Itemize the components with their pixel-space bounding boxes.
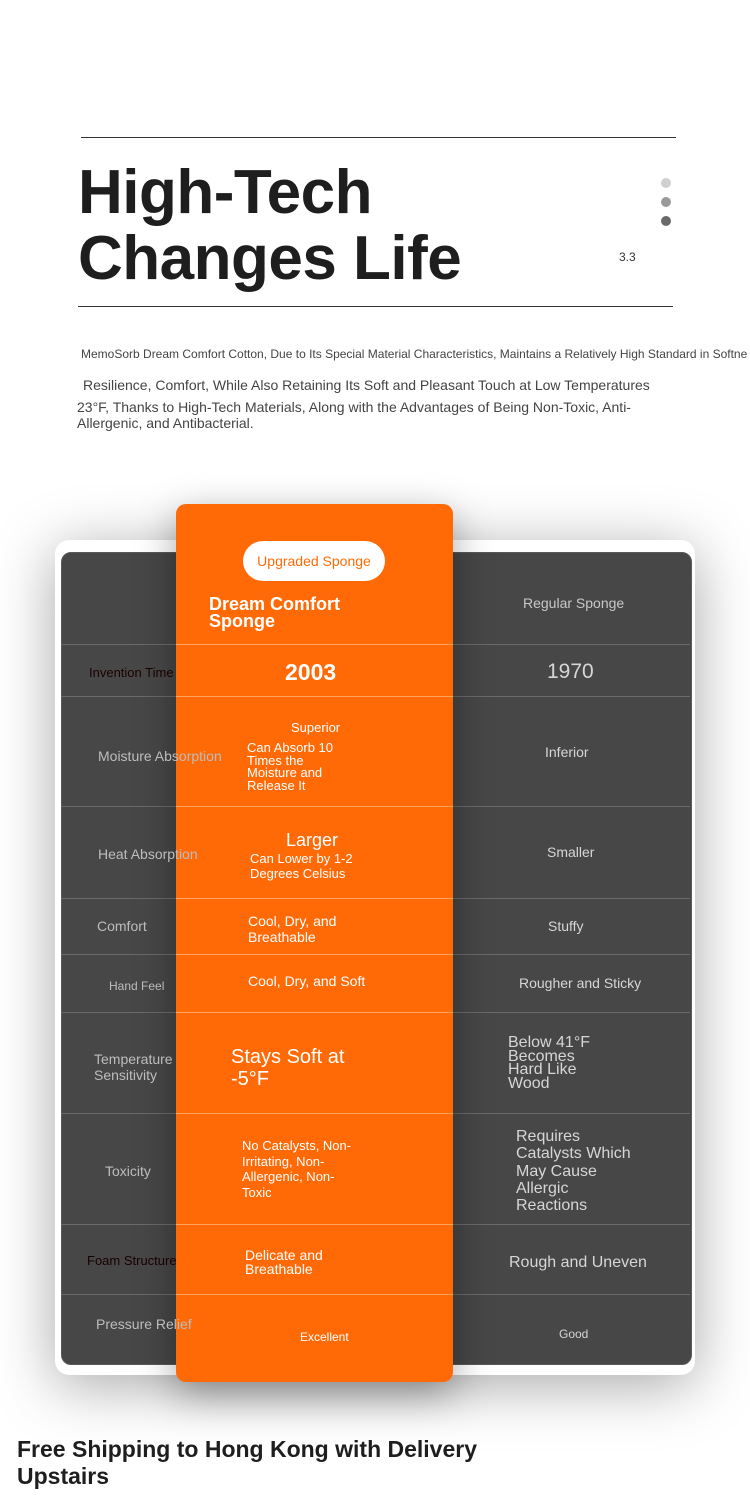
version-label: 3.3 xyxy=(619,250,636,264)
highlight-divider xyxy=(176,1224,453,1225)
row-label-temperature-sensitivity: Temperature Sensitivity xyxy=(94,1051,173,1083)
highlight-divider xyxy=(176,1113,453,1114)
highlight-divider xyxy=(176,1012,453,1013)
description-block xyxy=(77,377,677,431)
shipping-banner: Free Shipping to Hong Kong with Delivery Upstairs xyxy=(17,1436,478,1489)
product-pressure-relief: Excellent xyxy=(300,1330,349,1344)
highlight-divider xyxy=(176,898,453,899)
product-moisture-detail: Can Absorb 10 Times the Moisture and Release It xyxy=(247,740,334,793)
product-comfort: Cool, Dry, and Breathable xyxy=(248,913,337,945)
product-foam-structure: Delicate and Breathable xyxy=(245,1247,323,1277)
bottom-divider xyxy=(78,306,673,307)
product-hand-feel: Cool, Dry, and Soft xyxy=(248,973,366,989)
product-name: Dream Comfort Sponge xyxy=(209,594,341,631)
regular-heat: Smaller xyxy=(547,844,595,860)
top-divider xyxy=(81,137,676,138)
highlight-divider xyxy=(176,696,453,697)
description-line-1: MemoSorb Dream Comfort Cotton, Due to Its Special Material Characteristics, Maintains a Relatively High Standard in Softne xyxy=(81,347,748,361)
product-invention-time: 2003 xyxy=(285,659,337,685)
product-heat-main: Larger xyxy=(286,830,339,850)
competitor-name: Regular Sponge xyxy=(523,595,625,611)
regular-pressure-relief: Good xyxy=(559,1327,589,1341)
row-label-pressure-relief: Pressure Relief xyxy=(96,1316,192,1332)
upgraded-sponge-badge: Upgraded Sponge xyxy=(243,541,385,581)
product-temperature: Stays Soft at -5°F xyxy=(231,1046,345,1090)
regular-foam-structure: Rough and Uneven xyxy=(509,1254,647,1271)
more-dots-icon[interactable] xyxy=(661,178,673,235)
product-heat-detail: Can Lower by 1-2 Degrees Celsius xyxy=(250,851,353,881)
regular-hand-feel: Rougher and Sticky xyxy=(519,975,642,991)
description-line-3: 23°F, Thanks to High-Tech Materials, Along with the Advantages of Being Non-Toxic, Anti-Allergenic, and Antibacterial. xyxy=(77,399,631,431)
regular-toxicity: Requires Catalysts Which May Cause Allergic Reactions xyxy=(516,1128,631,1215)
row-label-hand-feel: Hand Feel xyxy=(109,979,165,993)
regular-moisture: Inferior xyxy=(545,744,589,760)
row-label-heat-absorption: Heat Absorption xyxy=(98,846,198,862)
highlight-divider xyxy=(176,1294,453,1295)
row-label-invention-time: Invention Time xyxy=(89,665,174,680)
row-label-comfort: Comfort xyxy=(97,918,147,934)
highlight-divider xyxy=(176,954,453,955)
regular-comfort: Stuffy xyxy=(548,918,584,934)
highlight-divider xyxy=(176,644,453,645)
product-toxicity: No Catalysts, Non-Irritating, Non-Allergenic, Non-Toxic xyxy=(242,1138,352,1200)
row-label-moisture-absorption: Moisture Absorption xyxy=(98,748,222,764)
description-line-2: Resilience, Comfort, While Also Retaining Its Soft and Pleasant Touch at Low Temperatures xyxy=(83,377,650,393)
row-label-toxicity: Toxicity xyxy=(105,1163,151,1179)
row-label-foam-structure: Foam Structure xyxy=(87,1253,177,1268)
regular-invention-time: 1970 xyxy=(547,660,594,683)
page-title: High-Tech Changes Life xyxy=(78,158,462,293)
regular-temperature: Below 41°F Becomes Hard Like Wood xyxy=(508,1034,590,1092)
highlight-divider xyxy=(176,806,453,807)
product-moisture-main: Superior xyxy=(291,720,341,735)
